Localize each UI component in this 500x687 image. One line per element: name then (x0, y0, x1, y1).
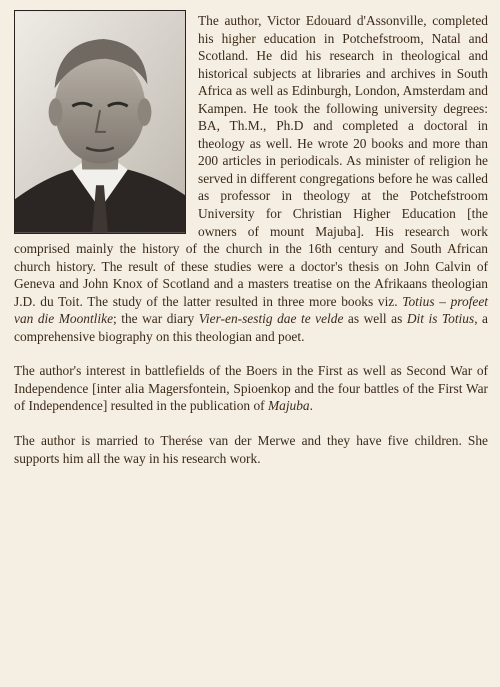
bio-text-1c: as well as (343, 311, 407, 327)
bio-text-3: The author is married to Therése van der Merwe and they have five children. She supports him all the way in his research work. (14, 433, 488, 466)
bio-paragraph-3 (14, 432, 488, 467)
bio-text-1: The author, Victor Edouard d'Assonville, completed his higher education in Potchefstroom, Natal and Scotland. He did his research in theological and historical subjects at libraries and archives in South Africa as well as Edinburgh, London, Amsterdam and Kampen. He took the following university degrees: BA, Th.M., Ph.D and completed a doctoral in theology as well. He wrote 20 books and more than 200 articles in periodicals. As minister of religion he served in different congregations before he was called as professor in theology at the Potchefstroom University for Christian Higher Education [the owners of mount Majuba]. His research work comprised mainly the history of the church in the 16th century and South African church history. The result of these studies were a doctor's thesis on John Calvin of Geneva and John Knox of Scotland and a masters treatise on the Afrikaans theologian J.D. du Toit. The study of the latter resulted in three more books viz. (14, 13, 488, 309)
bio-paragraph-2 (14, 362, 488, 415)
bio-text-2b: . (309, 398, 313, 414)
bio-text-1d: , a comprehensive biography on this theologian and poet. (14, 311, 488, 344)
book-title-dit-is-totius: Dit is Totius (406, 311, 475, 327)
bio-text-1b: ; the war diary (113, 311, 199, 327)
book-title-war-diary: Vier-en-sestig dae te velde (198, 311, 344, 327)
book-title-majuba: Majuba (267, 398, 310, 414)
book-title-totius-profeet: Totius – profeet van die Moontlike (14, 293, 488, 327)
bio-text-2: The author's interest in battlefields of the Boers in the First as well as Second War of Independence [inter alia Magersfontein, Spioenkop and the four battles of the First War of Independence] resulted in the publication of (14, 363, 488, 414)
author-biography (14, 12, 488, 484)
portrait-spacer (14, 12, 198, 240)
